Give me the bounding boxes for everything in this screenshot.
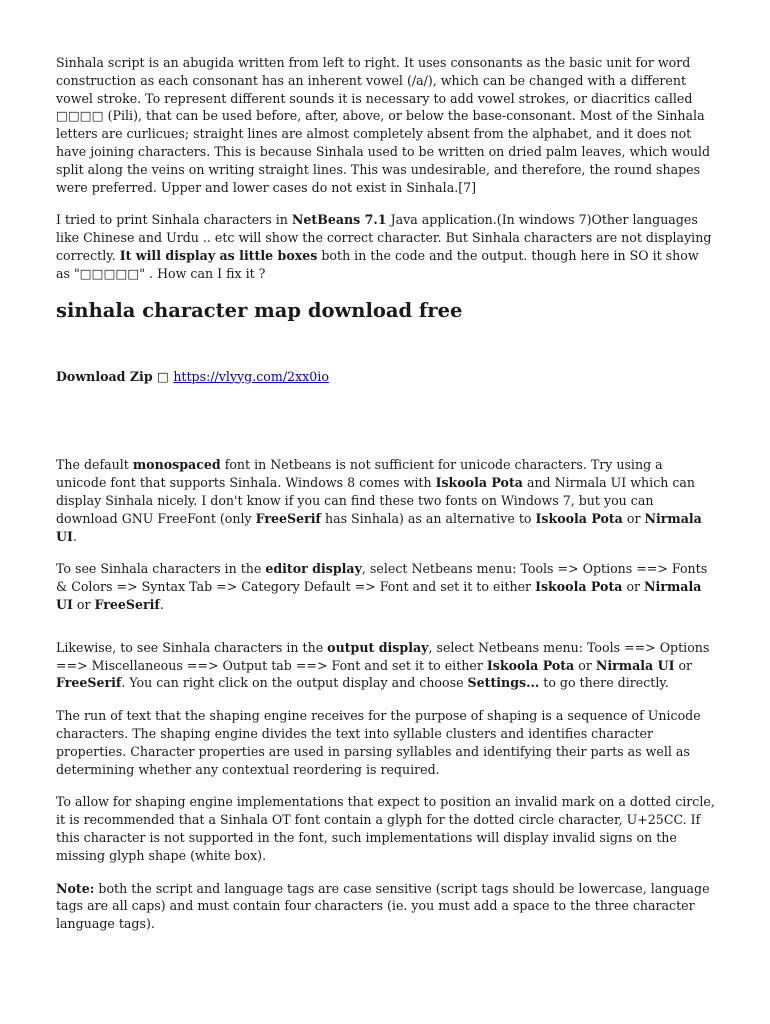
download-line bbox=[56, 368, 716, 386]
paragraph-note: Note: both the script and language tags are case sensitive (script tags should be lowercase, language tags are all caps) and must contain four characters (ie. you must add a space to the three character language tags). bbox=[56, 880, 710, 932]
paragraph-monospaced-font: The default monospaced font in Netbeans is not sufficient for unicode characters. Try using a unicode font that supports Sinhala. Windows 8 comes with Iskoola Pota and Nirmala UI which can display Sinhala nicely. I don't know if you can find these two fonts on Windows 7, but you can download GNU FreeFont (only FreeSerif has Sinhala) as an alternative to Iskoola Pota or Nirmala UI. bbox=[56, 457, 702, 544]
page-heading: sinhala character map download free bbox=[56, 298, 463, 322]
paragraph-shaping-engine: The run of text that the shaping engine receives for the purpose of shaping is a sequence of Unicode characters. The shaping engine divides the text into syllable clusters and identifies character properties. Character properties are used in parsing syllables and identifying their parts as well as determining whether any contextual reordering is required. bbox=[56, 708, 701, 777]
download-label: Download Zip □ bbox=[56, 368, 174, 384]
paragraph-output-display: Likewise, to see Sinhala characters in the output display, select Netbeans menu: Tools ==> Options ==> Miscellaneous ==> Output tab ==> Font and set it to either Iskoola Pota or Nirmala UI or FreeSerif. You can right click on the output display and choose Settings... to go there directly. bbox=[56, 639, 710, 691]
paragraph-editor-display: To see Sinhala characters in the editor display, select Netbeans menu: Tools => Options ==> Fonts & Colors => Syntax Tab => Category Default => Font and set it to either Iskoola Pota or Nirmala UI or FreeSerif. bbox=[56, 561, 708, 612]
paragraph-question: I tried to print Sinhala characters in NetBeans 7.1 Java application.(In windows 7)Other languages like Chinese and Urdu .. etc will show the correct character. But Sinhala characters are not displaying correctly. It will display as little boxes both in the code and the output. though here in SO it show as "□□□□□" . How can I fix it ? bbox=[56, 212, 712, 281]
document-page bbox=[56, 54, 716, 948]
paragraph-sinhala-script: Sinhala script is an abugida written from left to right. It uses consonants as the basic unit for word construction as each consonant has an inherent vowel (/a/), which can be changed with a different vowel stroke. To represent different sounds it is necessary to add vowel strokes, or diacritics called □□□□ (Pili), that can be used before, after, above, or below the base-consonant. Most of the Sinhala letters are curlicues; straight lines are almost completely absent from the alphabet, and it does not have joining characters. This is because Sinhala used to be written on dried palm leaves, which would split along the veins on writing straight lines. This was undesirable, and therefore, the round shapes were preferred. Upper and lower cases do not exist in Sinhala.[7] bbox=[56, 55, 711, 195]
paragraph-dotted-circle: To allow for shaping engine implementations that expect to position an invalid mark on a dotted circle, it is recommended that a Sinhala OT font contain a glyph for the dotted circle character, U+25CC. If this character is not supported in the font, such implementations will display invalid signs on the missing glyph shape (white box). bbox=[56, 794, 715, 863]
download-link[interactable]: https://vlyyg.com/2xx0io bbox=[173, 368, 329, 384]
